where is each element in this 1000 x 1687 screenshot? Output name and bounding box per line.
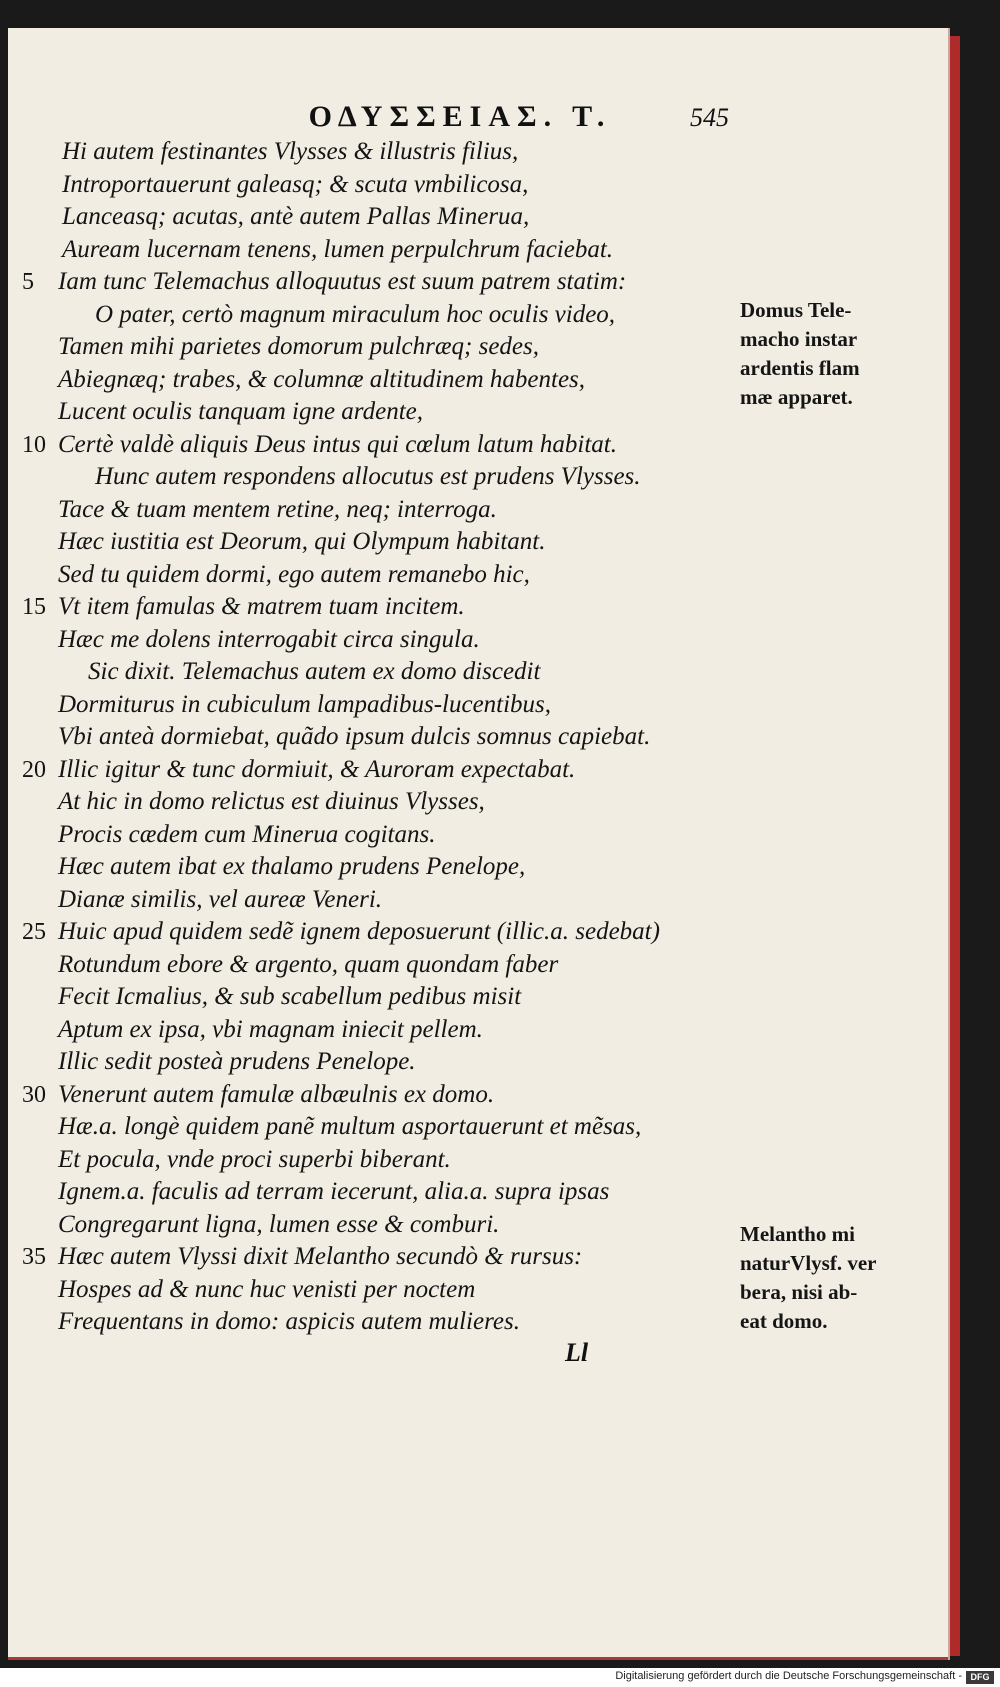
footer-bar: [0, 1668, 1000, 1687]
verse-text: Rotundum ebore & argento, quam quondam faber: [58, 950, 559, 978]
verse-text: Congregarunt ligna, lumen esse & comburi.: [58, 1210, 500, 1238]
marginal-note: [740, 296, 940, 412]
verse-line: [0, 1045, 920, 1079]
verse-text: Hæc iustitia est Deorum, qui Olympum habitant.: [58, 528, 546, 555]
verse-text: Procis cædem cum Minerua cogitans.: [58, 820, 436, 848]
verse-text: Hunc autem respondens allocutus est prudens Vlysses.: [95, 463, 641, 490]
line-number: 5: [22, 269, 34, 295]
verse-text: Hæ.a. longè quidem panẽ multum asportauerunt et mẽsas,: [58, 1113, 642, 1140]
dfg-logo: DFG: [966, 1671, 994, 1684]
line-number: 10: [22, 431, 46, 458]
verse-text: Auream lucernam tenens, lumen perpulchrum faciebat.: [62, 235, 614, 263]
verse-text: Introportauerunt galeasq; & scuta vmbilicosa,: [62, 170, 529, 198]
verse-text: Illic igitur & tunc dormiuit, & Auroram expectabat.: [58, 755, 576, 783]
verse-line: [0, 980, 920, 1014]
note-line: Domus Tele-: [740, 298, 852, 322]
verse-text: Hospes ad & nunc huc venisti per noctem: [58, 1275, 476, 1303]
verse-line: [0, 135, 920, 169]
note-line: macho instar: [740, 327, 858, 351]
verse-text: Hæc autem Vlyssi dixit Melantho secundò & rursus:: [58, 1243, 583, 1270]
verse-line: [0, 818, 920, 852]
verse-line: [0, 558, 920, 592]
note-line: eat domo.: [740, 1309, 828, 1333]
verse-line: [0, 1110, 920, 1144]
verse-line: [0, 525, 920, 559]
verse-line: [0, 623, 920, 657]
verse-line: [0, 753, 920, 787]
verse-text: Venerunt autem famulæ albæulnis ex domo.: [58, 1080, 495, 1108]
verse-text: Ignem.a. faculis ad terram iecerunt, alia.a. supra ipsas: [58, 1178, 610, 1205]
verse-line: [0, 1175, 920, 1209]
verse-line: [0, 233, 920, 267]
verse-text: Abiegnæq; trabes, & columnæ altitudinem habentes,: [58, 365, 586, 393]
verse-text: Sed tu quidem dormi, ego autem remanebo hic,: [58, 560, 530, 588]
verse-line: [0, 1013, 920, 1047]
verse-text: Tamen mihi parietes domorum pulchræq; sedes,: [58, 333, 540, 360]
running-head: ΟΔΥΣΣΕΙΑΣ. Τ.: [308, 100, 612, 133]
verse-line: [0, 168, 920, 202]
line-number: 35: [22, 1244, 46, 1270]
verse-line: [0, 785, 920, 819]
verse-line: [0, 200, 920, 234]
line-number: 25: [22, 919, 46, 945]
verse-line: [0, 883, 920, 917]
page-number: 545: [690, 103, 729, 132]
verse-text: Vbi anteà dormiebat, quãdo ipsum dulcis somnus capiebat.: [58, 723, 651, 750]
marginal-note: [740, 1220, 940, 1336]
page-edge: [950, 36, 960, 1656]
verse-text: Vt item famulas & matrem tuam incitem.: [58, 593, 465, 620]
note-line: Melantho mi: [740, 1222, 855, 1246]
verse-line: [0, 948, 920, 982]
verse-text: Certè valdè aliquis Deus intus qui cœlum latum habitat.: [58, 430, 617, 458]
verse-text: Et pocula, vnde proci superbi biberant.: [58, 1145, 451, 1173]
verse-text: Huic apud quidem sedẽ ignem deposuerunt (illic.a. sedebat): [58, 918, 660, 945]
verse-line: [0, 265, 920, 299]
verse-text: Fecit Icmalius, & sub scabellum pedibus misit: [58, 983, 522, 1010]
verse-text: Frequentans in domo: aspicis autem mulieres.: [58, 1308, 520, 1335]
funding-credit: Digitalisierung gefördert durch die Deutsche Forschungsgemeinschaft -: [615, 1670, 962, 1682]
verse-line: [0, 1078, 920, 1112]
verse-text: Sic dixit. Telemachus autem ex domo discedit: [88, 658, 541, 685]
note-line: bera, nisi ab-: [740, 1280, 858, 1304]
verse-line: [0, 1143, 920, 1177]
verse-text: Iam tunc Telemachus alloquutus est suum patrem statim:: [58, 268, 627, 295]
verse-line: [0, 720, 920, 754]
verse-line: [0, 655, 920, 689]
line-number: 15: [22, 594, 46, 620]
verse-text: Dormiturus in cubiculum lampadibus-lucentibus,: [58, 690, 552, 718]
line-number: 20: [22, 756, 46, 783]
verse-line: [0, 460, 920, 494]
verse-text: Aptum ex ipsa, vbi magnam iniecit pellem.: [58, 1015, 483, 1043]
verse-line: [0, 590, 920, 624]
verse-text: Lanceasq; acutas, antè autem Pallas Minerua,: [62, 203, 530, 230]
note-line: ardentis flam: [740, 356, 860, 380]
verse-text: Hi autem festinantes Vlysses & illustris filius,: [62, 138, 519, 165]
verse-line: [0, 850, 920, 884]
verse-line: [0, 915, 920, 949]
verse-line: [0, 493, 920, 527]
verse-text: Lucent oculis tanquam igne ardente,: [58, 398, 423, 425]
catchword: Ll: [565, 1338, 589, 1367]
verse-text: O pater, certò magnum miraculum hoc oculis video,: [95, 300, 616, 328]
verse-text: Illic sedit posteà prudens Penelope.: [58, 1048, 416, 1075]
verse-text: Hæc me dolens interrogabit circa singula.: [58, 625, 480, 653]
verse-text: Dianæ similis, vel aureæ Veneri.: [58, 885, 383, 913]
line-number: 30: [22, 1081, 46, 1108]
verse-line: [0, 688, 920, 722]
verse-text: Hæc autem ibat ex thalamo prudens Penelope,: [58, 853, 526, 880]
verse-line: [0, 428, 920, 462]
note-line: mæ apparet.: [740, 385, 853, 409]
verse-text: At hic in domo relictus est diuinus Vlysses,: [58, 788, 485, 815]
verse-text: Tace & tuam mentem retine, neq; interroga.: [58, 495, 497, 523]
note-line: naturVlysf. ver: [740, 1251, 877, 1275]
